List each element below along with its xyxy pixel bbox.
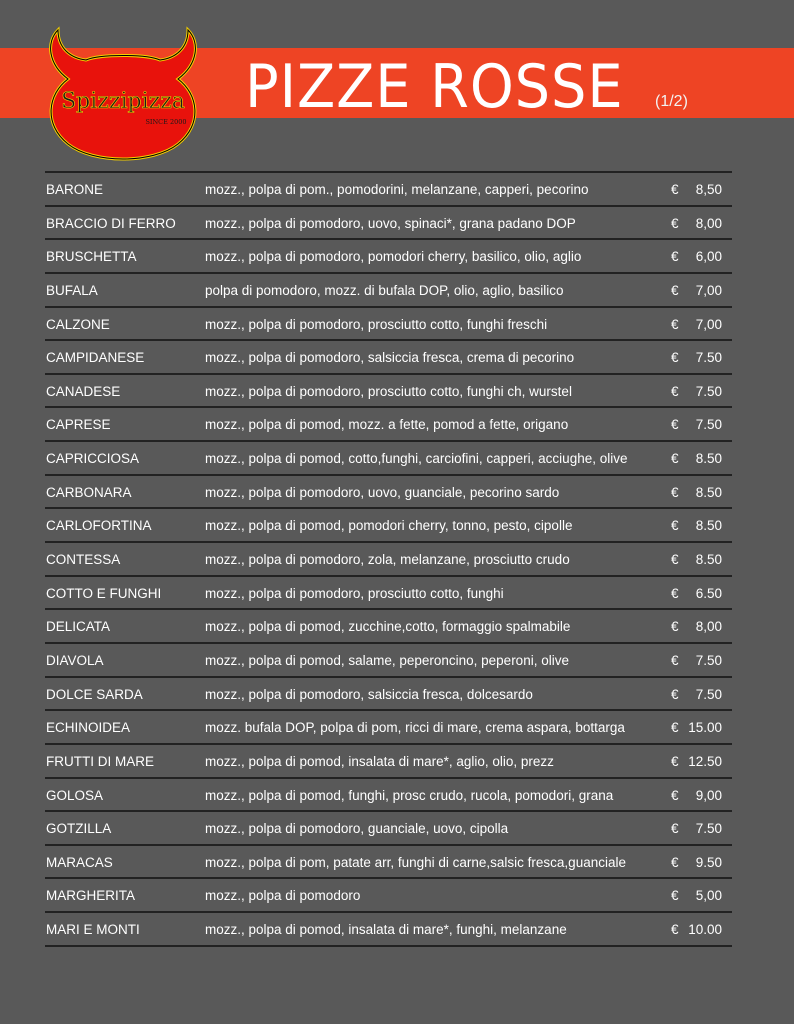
item-ingredients: mozz., polpa di pomod, salame, peperoncino, peperoni, olive (205, 652, 569, 668)
menu-item (45, 173, 732, 207)
menu-item (45, 274, 732, 308)
item-price: 7.50 (695, 350, 722, 366)
item-ingredients: mozz., polpa di pomod, cotto,funghi, carciofini, capperi, acciughe, olive (205, 451, 628, 467)
menu-item (45, 644, 732, 678)
item-ingredients: mozz., polpa di pomodoro, prosciutto cotto, funghi freschi (205, 316, 548, 332)
menu-item (45, 846, 732, 880)
currency-symbol: € (671, 282, 679, 298)
item-name: CAMPIDANESE (46, 350, 145, 366)
currency-symbol: € (671, 619, 679, 635)
item-name: GOLOSA (46, 787, 104, 803)
item-price: 7.50 (695, 383, 722, 399)
item-price: 7,00 (695, 316, 722, 332)
item-ingredients: mozz., polpa di pomodoro, prosciutto cotto, funghi ch, wurstel (205, 383, 572, 399)
menu-item (45, 509, 732, 543)
item-price: 8.50 (695, 518, 722, 534)
item-name: DOLCE SARDA (46, 686, 143, 702)
item-name: CAPRESE (46, 417, 111, 433)
item-name: MARI E MONTI (46, 922, 140, 938)
currency-symbol: € (671, 821, 679, 837)
item-price: 10.00 (688, 922, 722, 938)
menu-item (45, 408, 732, 442)
currency-symbol: € (671, 585, 679, 601)
item-price: 7.50 (695, 417, 722, 433)
item-ingredients: mozz., polpa di pomodoro, salsiccia fresca, crema di pecorino (205, 350, 575, 366)
item-price: 7.50 (695, 821, 722, 837)
currency-symbol: € (671, 182, 679, 197)
menu-list (45, 171, 732, 947)
item-ingredients: mozz., polpa di pomodoro (205, 888, 361, 904)
item-name: DIAVOLA (46, 652, 104, 668)
item-price: 5,00 (695, 888, 722, 904)
currency-symbol: € (671, 686, 679, 702)
currency-symbol: € (671, 316, 679, 332)
menu-item (45, 610, 732, 644)
item-ingredients: mozz., polpa di pomodoro, salsiccia fresca, dolcesardo (205, 686, 533, 702)
item-name: CARLOFORTINA (46, 518, 152, 534)
item-price: 12.50 (688, 753, 722, 769)
item-ingredients: mozz., polpa di pomod, zucchine,cotto, formaggio spalmabile (205, 619, 571, 635)
item-price: 9,00 (695, 787, 722, 803)
menu-item (45, 678, 732, 712)
item-price: 8.50 (695, 451, 722, 467)
item-price: 8,00 (695, 215, 722, 231)
menu-item (45, 779, 732, 813)
spizzipizza-logo (38, 24, 208, 164)
item-price: 8,50 (695, 182, 722, 197)
item-price: 9.50 (695, 854, 722, 870)
item-name: CARBONARA (46, 484, 132, 500)
menu-item (45, 812, 732, 846)
item-price: 8.50 (695, 552, 722, 568)
currency-symbol: € (671, 249, 679, 265)
item-name: BRUSCHETTA (46, 249, 137, 265)
item-ingredients: mozz., polpa di pomodoro, guanciale, uovo, cipolla (205, 821, 509, 837)
item-ingredients: mozz., polpa di pomod, funghi, prosc crudo, rucola, pomodori, grana (205, 787, 614, 803)
menu-item (45, 442, 732, 476)
item-name: COTTO E FUNGHI (46, 585, 162, 601)
item-price: 7.50 (695, 652, 722, 668)
currency-symbol: € (671, 888, 679, 904)
brand-tagline: SINCE 2000 (145, 118, 187, 126)
item-name: MARGHERITA (46, 888, 136, 904)
menu-item (45, 375, 732, 409)
item-price: 6.50 (695, 585, 722, 601)
item-ingredients: mozz., polpa di pomod, pomodori cherry, tonno, pesto, cipolle (205, 518, 573, 534)
item-ingredients: mozz., polpa di pom, patate arr, funghi di carne,salsic fresca,guanciale (205, 854, 626, 870)
item-price: 8,00 (695, 619, 722, 635)
currency-symbol: € (671, 451, 679, 467)
item-ingredients: mozz., polpa di pomod, insalata di mare*, funghi, melanzane (205, 922, 567, 938)
item-ingredients: mozz., polpa di pomodoro, prosciutto cotto, funghi (205, 585, 504, 601)
item-name: MARACAS (46, 854, 113, 870)
item-name: FRUTTI DI MARE (46, 753, 154, 769)
item-price: 6,00 (695, 249, 722, 265)
item-ingredients: mozz., polpa di pomodoro, uovo, guanciale, pecorino sardo (205, 484, 560, 500)
item-name: BRACCIO DI FERRO (46, 215, 176, 231)
item-price: 8.50 (695, 484, 722, 500)
currency-symbol: € (671, 383, 679, 399)
item-name: BARONE (46, 182, 104, 197)
currency-symbol: € (671, 787, 679, 803)
currency-symbol: € (671, 215, 679, 231)
currency-symbol: € (671, 753, 679, 769)
menu-item (45, 240, 732, 274)
menu-item (45, 879, 732, 913)
item-ingredients: mozz., polpa di pomod, insalata di mare*, aglio, olio, prezz (205, 753, 554, 769)
item-name: CONTESSA (46, 552, 121, 568)
currency-symbol: € (671, 350, 679, 366)
item-ingredients: mozz., polpa di pomodoro, pomodori cherry, basilico, olio, aglio (205, 249, 582, 265)
item-name: CANADESE (46, 383, 121, 399)
menu-item (45, 476, 732, 510)
item-ingredients: mozz. bufala DOP, polpa di pom, ricci di mare, crema aspara, bottarga (205, 720, 625, 736)
currency-symbol: € (671, 417, 679, 433)
item-ingredients: polpa di pomodoro, mozz. di bufala DOP, olio, aglio, basilico (205, 282, 564, 298)
menu-item (45, 341, 732, 375)
page-indicator: (1/2) (655, 93, 688, 110)
menu-item (45, 577, 732, 611)
item-name: BUFALA (46, 282, 98, 298)
item-price: 7,00 (695, 282, 722, 298)
menu-item (45, 711, 732, 745)
page-title: PIZZE ROSSE (245, 52, 624, 122)
currency-symbol: € (671, 922, 679, 938)
currency-symbol: € (671, 518, 679, 534)
currency-symbol: € (671, 484, 679, 500)
brand-name: Spizzipizza (61, 89, 185, 114)
menu-item (45, 543, 732, 577)
menu-item (45, 745, 732, 779)
item-price: 15.00 (688, 720, 722, 736)
item-price: 7.50 (695, 686, 722, 702)
item-ingredients: mozz., polpa di pomod, mozz. a fette, pomod a fette, origano (205, 417, 569, 433)
currency-symbol: € (671, 854, 679, 870)
menu-item (45, 207, 732, 241)
item-name: GOTZILLA (46, 821, 112, 837)
item-ingredients: mozz., polpa di pomodoro, zola, melanzane, prosciutto crudo (205, 552, 570, 568)
menu-item (45, 308, 732, 342)
menu-item (45, 913, 732, 947)
item-name: ECHINOIDEA (46, 720, 131, 736)
currency-symbol: € (671, 720, 679, 736)
item-ingredients: mozz., polpa di pom., pomodorini, melanzane, capperi, pecorino (205, 182, 589, 197)
item-name: DELICATA (46, 619, 111, 635)
item-name: CALZONE (46, 316, 110, 332)
currency-symbol: € (671, 652, 679, 668)
item-name: CAPRICCIOSA (46, 451, 140, 467)
item-ingredients: mozz., polpa di pomodoro, uovo, spinaci*, grana padano DOP (205, 215, 576, 231)
currency-symbol: € (671, 552, 679, 568)
